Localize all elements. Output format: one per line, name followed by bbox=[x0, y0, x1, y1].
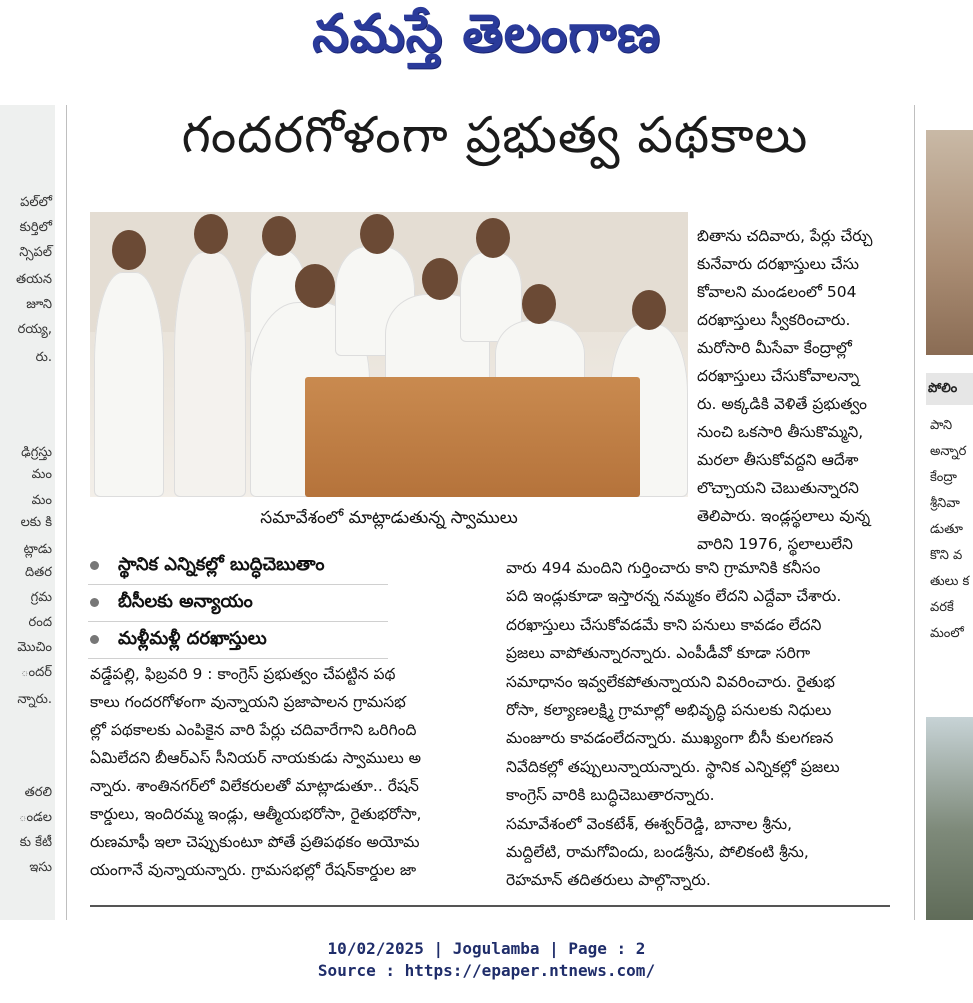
adjacent-line: కొని వ bbox=[930, 548, 963, 563]
bottom-divider bbox=[90, 905, 890, 907]
adjacent-line: జూని bbox=[26, 297, 52, 312]
article-line: మద్దిలేటి, రామగోవిందు, బండశ్రీను, పోలికంటి శ్రీను, bbox=[506, 843, 809, 862]
adjacent-line: ండల bbox=[19, 810, 52, 825]
photo-caption: సమావేశంలో మాట్లాడుతున్న స్వాములు bbox=[260, 508, 518, 528]
masthead-logo: నమస్తే తెలంగాణ bbox=[312, 4, 661, 64]
adjacent-photo bbox=[926, 717, 973, 920]
adjacent-line: కేంద్రా bbox=[930, 470, 957, 485]
adjacent-line: ట్లాడు bbox=[23, 542, 52, 557]
article-line: వారు 494 మందిని గుర్తించారు కాని గ్రామానికి కనీసం bbox=[506, 559, 821, 577]
article-line: వారిని 1976, స్థలాలులేని bbox=[697, 535, 853, 553]
adjacent-line: పల్‌లో bbox=[20, 195, 52, 210]
adjacent-line: రు. bbox=[35, 350, 52, 365]
adjacent-line: లకు కి bbox=[20, 515, 52, 530]
article-line: లొచ్చాయని చెబుతున్నారని bbox=[697, 479, 859, 497]
footer-edition: 10/02/2025 | Jogulamba | Page : 2 bbox=[327, 939, 646, 958]
adjacent-line: న్సిపల్ bbox=[19, 245, 52, 260]
article-line: సమాధానం ఇవ్వలేకపోతున్నాయని వివరించారు. రైతుభ bbox=[506, 672, 835, 691]
article-headline: గందరగోళంగా ప్రభుత్వ పథకాలు bbox=[181, 106, 809, 164]
adjacent-article-right bbox=[926, 105, 973, 920]
adjacent-line: కుర్తిలో bbox=[19, 220, 52, 235]
adjacent-line: తులు క bbox=[930, 574, 970, 589]
article-column-right bbox=[697, 222, 907, 558]
article-line: కాంగ్రెస్ వారికి బుద్ధిచెబుతారన్నారు. bbox=[506, 786, 715, 805]
article-line: న్నారు. శాంతినగర్‌లో విలేకరులతో మాట్లాడుతూ.. రేషన్ bbox=[90, 777, 419, 795]
adjacent-line: డుతూ bbox=[930, 522, 963, 537]
article-line: సమావేశంలో వెంకటేశ్, ఈశ్వర్‌రెడ్డి, బానాల శ్రీను, bbox=[506, 814, 793, 833]
highlight-bullets bbox=[88, 548, 388, 659]
bullet-item: బీసీలకు అన్యాయం bbox=[88, 585, 388, 622]
article-line: వడ్డేపల్లి, ఫిబ్రవరి 9 : కాంగ్రెస్ ప్రభుత్వం చేపట్టిన పథ bbox=[90, 665, 396, 683]
adjacent-line: మొచిం bbox=[17, 640, 52, 655]
adjacent-line: మం bbox=[31, 493, 52, 508]
adjacent-line: వరకే bbox=[930, 600, 954, 615]
adjacent-line: న్నారు. bbox=[17, 692, 52, 707]
adjacent-line: పాని bbox=[930, 418, 953, 433]
adjacent-line: గ్రమ bbox=[30, 590, 52, 605]
article-line: రుణమాఫీ ఇలా చెప్పుకుంటూ పోతే ప్రతిపథకం అయోమ bbox=[90, 833, 420, 851]
adjacent-line: ందర్ bbox=[21, 665, 52, 680]
bullet-item: మళ్లీమళ్లీ దరఖాస్తులు bbox=[88, 622, 388, 659]
article-line: దరఖాస్తులు చేసుకోవాలన్నా bbox=[697, 367, 860, 385]
article-line: దరఖాస్తులు స్వీకరించారు. bbox=[697, 311, 851, 329]
adjacent-line: రయ్య, bbox=[17, 322, 52, 337]
adjacent-line: మంలో bbox=[930, 626, 964, 641]
adjacent-line: రంద bbox=[28, 615, 52, 630]
adjacent-caption: పోలిం bbox=[926, 373, 973, 405]
article-line: నివేదికల్లో తప్పులున్నాయన్నారు. స్థానిక ఎన్నికల్లో ప్రజలు bbox=[506, 757, 840, 776]
article-line: తెలిపారు. ఇండ్లస్థలాలు వున్న bbox=[697, 507, 871, 525]
bullet-item: స్థానిక ఎన్నికల్లో బుద్ధిచెబుతాం bbox=[88, 548, 388, 585]
article-line: బితాను చదివారు, పేర్లు చేర్చు bbox=[697, 227, 873, 245]
adjacent-line: దితర bbox=[24, 565, 52, 580]
article-line: మంజూరు కావడంలేదన్నారు. ముఖ్యంగా బీసీ కులగణన bbox=[506, 729, 834, 748]
article-body-right bbox=[506, 554, 908, 895]
article-body-left bbox=[90, 660, 490, 884]
adjacent-line: శ్రీనివా bbox=[930, 496, 960, 511]
footer-source-link[interactable]: Source : https://epaper.ntnews.com/ bbox=[317, 961, 656, 980]
article-line: రెహమాన్ తదితరులు పాల్గొన్నారు. bbox=[506, 871, 711, 890]
page-footer bbox=[0, 938, 973, 982]
article-line: రోసా, కల్యాణలక్ష్మి గ్రామాల్లో అభివృద్ధి పనులకు నిధులు bbox=[506, 701, 832, 720]
adjacent-line: ఢిగ్రస్తు bbox=[21, 445, 52, 460]
adjacent-line: ఇసు bbox=[29, 860, 52, 875]
article-photo bbox=[90, 212, 688, 497]
article-line: రు. అక్కడికి వెళితే ప్రభుత్వం bbox=[697, 395, 867, 413]
article-line: నుంచి ఒకసారి తీసుకొమ్మని, bbox=[697, 423, 864, 441]
adjacent-line: తయన bbox=[16, 272, 52, 287]
article-line: కోవాలని మండలంలో 504 bbox=[697, 283, 857, 301]
column-divider bbox=[914, 105, 915, 920]
adjacent-line: అన్నార bbox=[930, 444, 967, 459]
article-line: కునేవారు దరఖాస్తులు చేసు bbox=[697, 255, 859, 273]
article-line: కాలు గందరగోళంగా వున్నాయని ప్రజాపాలన గ్రామసభ bbox=[90, 693, 406, 711]
article-line: కార్డులు, ఇందిరమ్మ ఇండ్లు, ఆత్మీయభరోసా, రైతుభరోసా, bbox=[90, 805, 422, 823]
article-line: దరఖాస్తులు చేసుకోవడమే కాని పనులు కావడం లేదని bbox=[506, 615, 822, 634]
masthead bbox=[0, 0, 973, 78]
adjacent-article-left bbox=[0, 105, 55, 920]
article-line: ప్రజలు వాపోతున్నారన్నారు. ఎంపీడీవో కూడా సరిగా bbox=[506, 644, 811, 663]
article-line: మరలా తీసుకోవద్దని ఆదేశా bbox=[697, 451, 859, 469]
adjacent-line: తరలి bbox=[24, 785, 52, 800]
article-line: మరోసారి మీసేవా కేంద్రాల్లో bbox=[697, 339, 852, 357]
article-line: పది ఇండ్లుకూడా ఇస్తారన్న నమ్మకం లేదని ఎద్దేవా చేశారు. bbox=[506, 587, 842, 606]
column-divider bbox=[66, 105, 67, 920]
adjacent-line: కు కేటీ bbox=[19, 835, 52, 850]
adjacent-photo bbox=[926, 130, 973, 355]
article-line: ల్లో పథకాలకు ఎంపికైన వారి పేర్లు చదివారేగాని ఒరిగింది bbox=[90, 721, 417, 739]
adjacent-line: మం bbox=[31, 467, 52, 482]
article-line: యంగానే వున్నాయన్నారు. గ్రామసభల్లో రేషన్‌కార్డుల జా bbox=[90, 861, 417, 879]
article-line: ఏమిలేదని బీఆర్ఎస్ సీనియర్ నాయకుడు స్వాములు అ bbox=[90, 749, 422, 767]
